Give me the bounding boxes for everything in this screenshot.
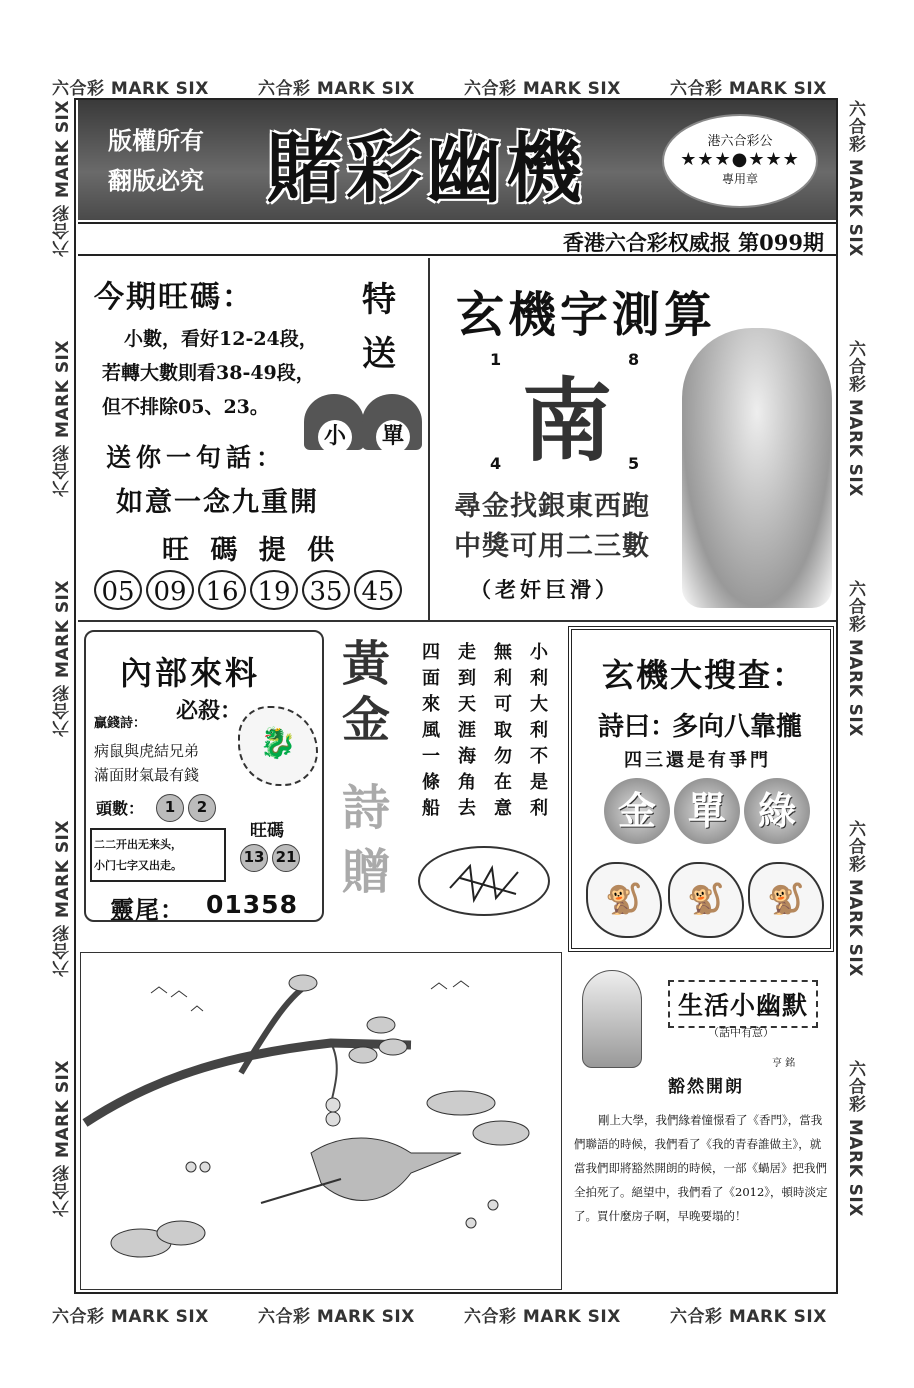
- mystic-line-2: 中獎可用二三數: [454, 531, 650, 562]
- mystic-search-panel: [568, 626, 834, 952]
- bird-branch-icon: [81, 953, 561, 1289]
- hot-number-ball: 13: [240, 844, 268, 872]
- border-label: 六合彩 MARK SIX: [845, 100, 865, 257]
- dragon-icon: 🐉: [238, 706, 318, 786]
- inside-hot-balls: [240, 844, 304, 872]
- stamp-top-text: 港六合彩公: [707, 134, 773, 149]
- number-ball: 16: [198, 570, 246, 610]
- border-label: 六合彩 MARK SIX: [670, 1307, 827, 1327]
- hot-line-2: 若轉大數則看38-49段，: [102, 362, 315, 384]
- number-ball: 05: [94, 570, 142, 610]
- mystic-line-1: 尋金找銀東西跑: [454, 491, 650, 522]
- head-number-ball: 1: [156, 794, 184, 822]
- bird-illustration: [80, 952, 562, 1290]
- border-label: 六合彩 MARK SIX: [670, 79, 827, 99]
- hot-number-balls: [94, 570, 406, 610]
- tail-label: 靈尾：: [110, 896, 185, 924]
- hot-line-3: 但不排除05、23。: [102, 396, 269, 418]
- mystic-search-heading: 玄機大搜查：: [602, 656, 807, 694]
- gold-poem-col-3: 走到天涯海角去: [455, 642, 476, 824]
- badge-single: 單: [376, 420, 410, 454]
- must-kill-label: 必殺：: [176, 699, 243, 724]
- hot-label: 旺碼: [250, 821, 284, 841]
- hot-numbers-panel: [80, 258, 430, 620]
- border-label: 六合彩 MARK SIX: [53, 340, 73, 497]
- win-poem-line-2: 滿面財氣最有錢: [94, 766, 200, 784]
- inside-note-1: 二二开出无来头，: [94, 838, 182, 851]
- issue-text: 香港六合彩权威报 第099期: [562, 230, 824, 255]
- number-ball: 09: [146, 570, 194, 610]
- gold-poem-title-2: 金: [342, 692, 391, 748]
- scribble-ellipse: [418, 846, 550, 916]
- border-label: 六合彩 MARK SIX: [52, 79, 209, 99]
- tail-value: 01358: [206, 890, 298, 919]
- number-ball: 35: [302, 570, 350, 610]
- search-subline: 四三還是有爭門: [624, 750, 771, 771]
- inside-note-box: [90, 828, 226, 882]
- stamp-stars: ★★★●★★★: [680, 149, 800, 170]
- mystic-character: 南: [522, 368, 612, 474]
- humor-author: 亨 銘: [772, 1058, 796, 1069]
- border-label: 六合彩 MARK SIX: [845, 820, 865, 977]
- old-man-icon: [582, 970, 642, 1068]
- gold-poem-panel: [330, 630, 562, 922]
- divider: [78, 620, 836, 622]
- humor-heading: 生活小幽默: [668, 980, 818, 1028]
- corner-number-4: 4: [490, 454, 502, 473]
- lucky-phrase: 如意一念九重開: [116, 487, 319, 518]
- border-label: 六合彩 MARK SIX: [258, 1307, 415, 1327]
- issue-bar: [78, 222, 836, 256]
- monkey-icon: 🐒: [748, 862, 824, 938]
- border-label: 六合彩 MARK SIX: [53, 100, 73, 257]
- gold-circle: 金: [604, 778, 670, 844]
- single-circle: 單: [674, 778, 740, 844]
- mystic-character-panel: [432, 258, 836, 620]
- number-ball: 45: [354, 570, 402, 610]
- monkey-icon: 🐒: [586, 862, 662, 938]
- special-label-1: 特: [362, 280, 396, 320]
- gold-poem-col-1: 小利大利不是利: [527, 642, 548, 824]
- special-label-2: 送: [362, 334, 396, 374]
- hot-line-1: 小數，看好12-24段，: [124, 328, 318, 350]
- inside-info-heading: 內部來料: [120, 654, 261, 692]
- phrase-heading: 送你一句話：: [106, 443, 287, 472]
- copyright-line2: 翻版必究: [108, 167, 204, 195]
- hot-provide-label: 旺 碼 提 供: [162, 535, 341, 566]
- mystic-character-heading: 玄機字測算: [456, 287, 717, 343]
- hot-numbers-heading: 今期旺碼：: [94, 280, 254, 315]
- gold-poem-title-3: 詩: [342, 780, 391, 836]
- inside-note-2: 小门七字又出走。: [94, 859, 182, 872]
- border-label: 六合彩 MARK SIX: [464, 79, 621, 99]
- win-poem-line-1: 病鼠與虎結兄弟: [94, 742, 200, 760]
- green-circle: 綠: [744, 778, 810, 844]
- corner-number-5: 5: [628, 454, 640, 473]
- inside-info-panel: [84, 630, 324, 922]
- border-label: 六合彩 MARK SIX: [464, 1307, 621, 1327]
- head-number-ball: 2: [188, 794, 216, 822]
- stamp-bottom-text: 專用章: [721, 172, 758, 186]
- head-number-balls: [156, 794, 220, 822]
- scribble-icon: [420, 848, 548, 914]
- win-poem-label: 贏錢詩：: [94, 716, 147, 731]
- model-photo: [682, 328, 832, 608]
- small-single-badge: [304, 394, 424, 458]
- gold-poem-title-1: 黃: [342, 636, 391, 692]
- border-label: 六合彩 MARK SIX: [845, 580, 865, 737]
- search-poem: 多向八靠攏: [672, 712, 803, 742]
- humor-title: 豁然開朗: [668, 1077, 744, 1097]
- badge-small: 小: [318, 420, 352, 454]
- corner-number-1: 1: [490, 350, 502, 369]
- humor-subheading: （話中有意）: [708, 1026, 774, 1039]
- humor-panel: [568, 958, 834, 1290]
- border-label: 六合彩 MARK SIX: [258, 79, 415, 99]
- search-poem-label: 詩曰：: [598, 712, 677, 742]
- border-label: 六合彩 MARK SIX: [53, 820, 73, 977]
- border-label: 六合彩 MARK SIX: [53, 1060, 73, 1217]
- head-number-label: 頭數：: [96, 799, 145, 818]
- border-label: 六合彩 MARK SIX: [53, 580, 73, 737]
- border-label: 六合彩 MARK SIX: [845, 340, 865, 497]
- border-label: 六合彩 MARK SIX: [52, 1307, 209, 1327]
- border-label: 六合彩 MARK SIX: [845, 1060, 865, 1217]
- mystic-note: （老奸巨滑）: [470, 577, 620, 602]
- hot-number-ball: 21: [272, 844, 300, 872]
- humor-body: 剛上大學，我們緣着憧憬看了《香門》，當我們聯語的時候，我們看了《我的青春誰做主》，就當我們即將豁然開朗的時候，一部《蝸居》把我們全拍死了。絕望中，我們看了《2012》，頓時淡定了。買什麼房子啊，早晚要塌的！: [574, 1113, 828, 1223]
- official-stamp: [662, 114, 818, 208]
- copyright-line1: 版權所有: [108, 127, 204, 155]
- corner-number-8: 8: [628, 350, 640, 369]
- masthead-title: 賭彩幽機: [266, 124, 586, 213]
- gold-poem-title-4: 贈: [342, 844, 391, 900]
- gold-poem-col-4: 四面來風一條船: [419, 642, 440, 824]
- gold-poem-col-2: 無利可取勿在意: [491, 642, 512, 824]
- number-ball: 19: [250, 570, 298, 610]
- monkey-icon: 🐒: [668, 862, 744, 938]
